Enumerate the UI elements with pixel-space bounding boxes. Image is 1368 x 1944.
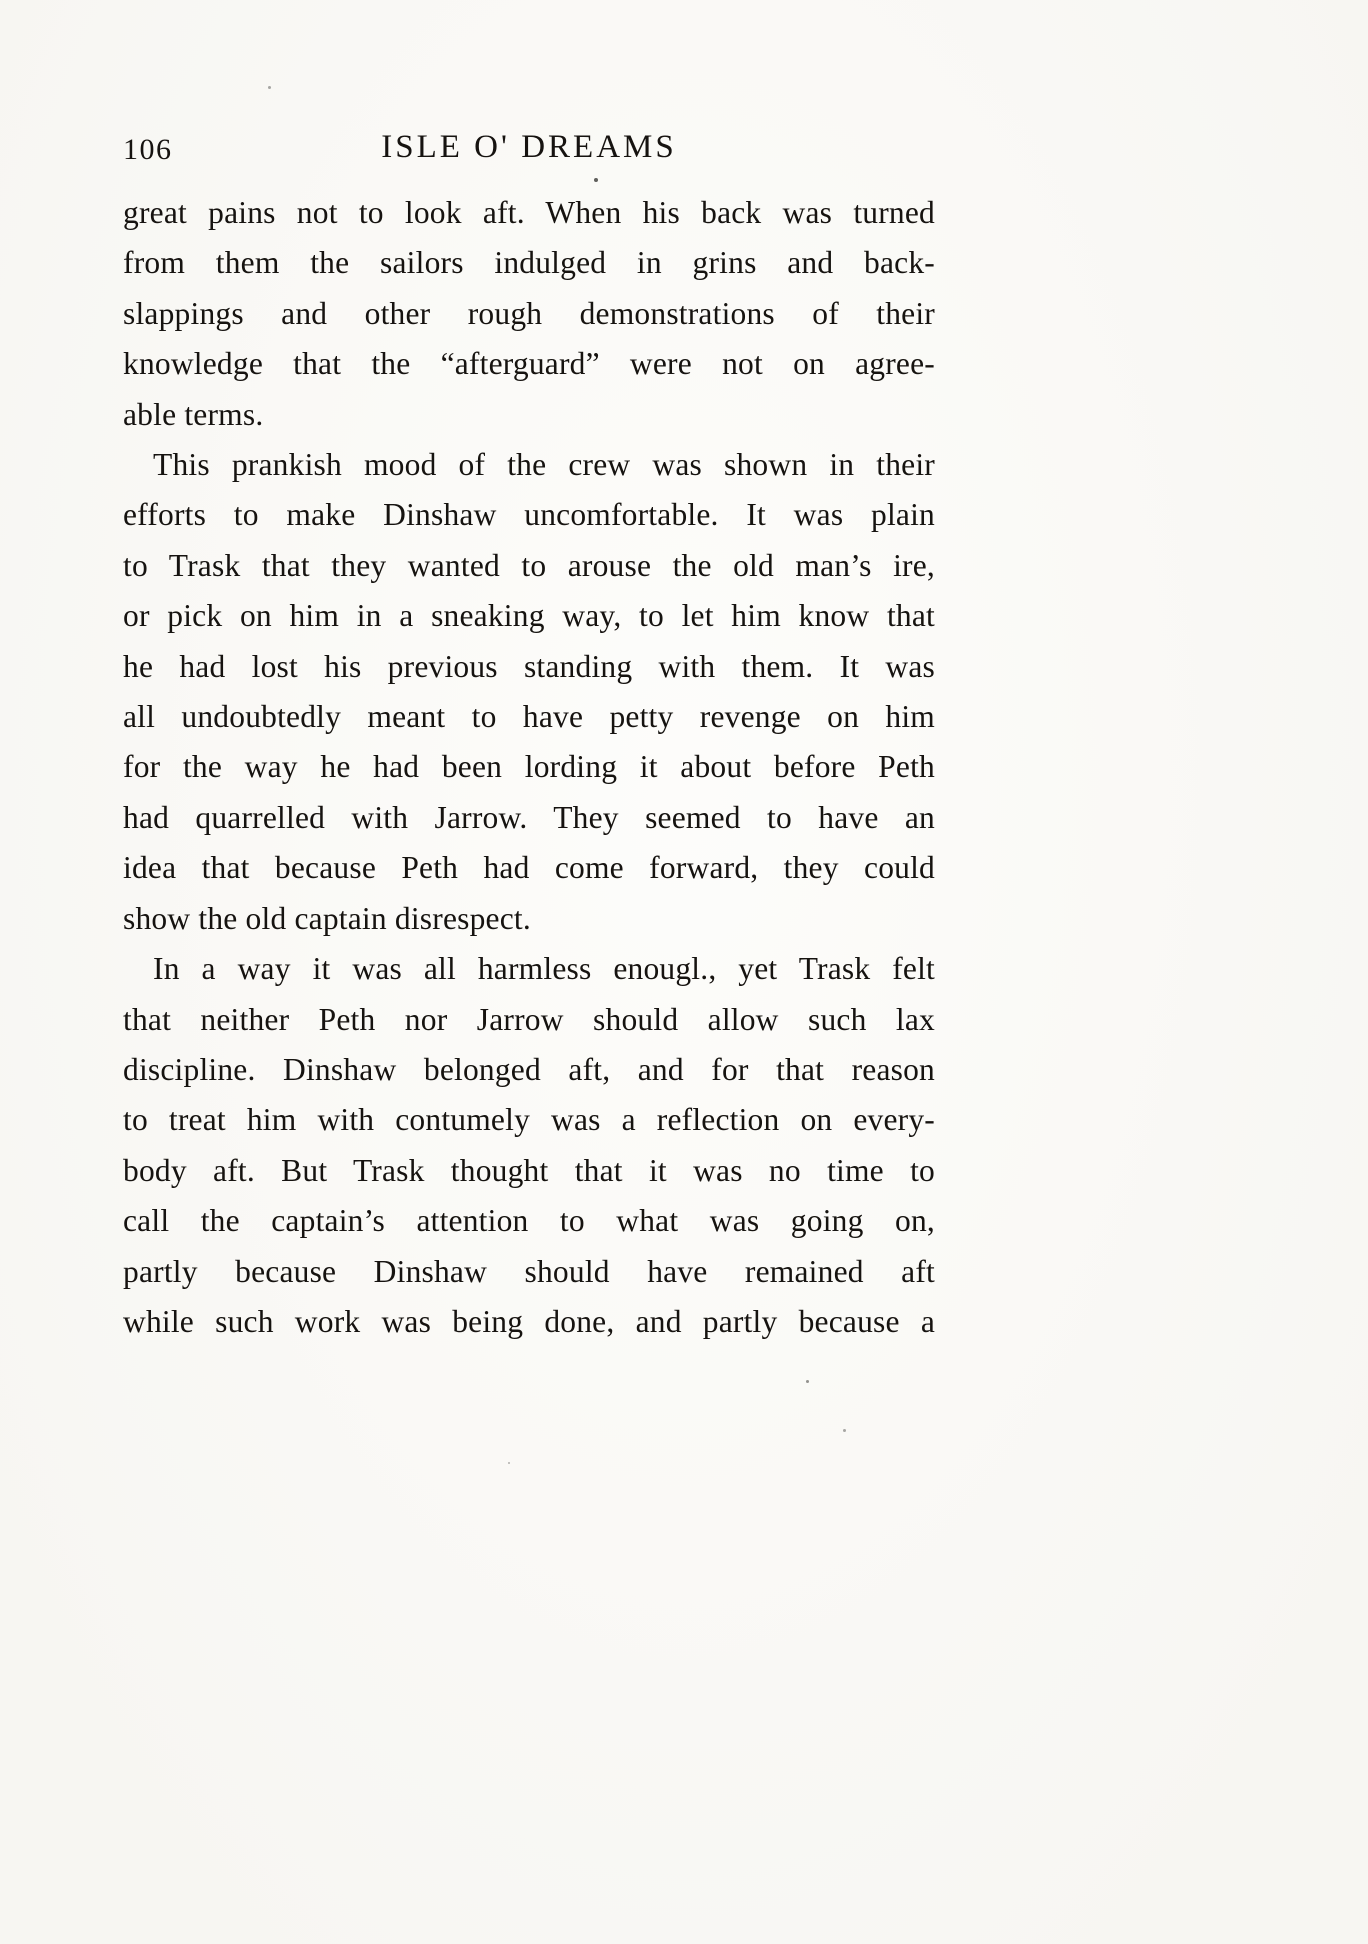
text-line: to Trask that they wanted to arouse the old man’s ire, [123,547,935,583]
body-text [123,188,935,1347]
text-line: or pick on him in a sneaking way, to let him know that [123,598,935,634]
text-line: show the old captain disrespect. [123,900,531,936]
paragraph [123,440,935,944]
text-line: discipline. Dinshaw belonged aft, and for that reason [123,1051,935,1087]
scan-speck [594,178,598,182]
page-header [123,129,935,175]
text-line: body aft. But Trask thought that it was no time to [123,1152,935,1188]
running-title: ISLE O' DREAMS [381,129,677,165]
page-number: 106 [123,133,173,166]
text-line: for the way he had been lording it about before Peth [123,749,935,785]
paragraph [123,188,935,440]
scan-speck [268,86,271,89]
text-line: In a way it was all harmless enougl., yet Trask felt [153,951,935,987]
text-line: call the captain’s attention to what was going on, [123,1203,935,1239]
text-line: efforts to make Dinshaw uncomfortable. It was plain [123,497,935,533]
text-line: he had lost his previous standing with them. It was [123,648,935,684]
text-line: partly because Dinshaw should have remained aft [123,1253,935,1289]
text-line: idea that because Peth had come forward, they could [123,850,935,886]
text-line: had quarrelled with Jarrow. They seemed to have an [123,799,935,835]
scan-speck [508,1462,510,1464]
text-line: slappings and other rough demonstrations of their [123,295,935,331]
paragraph [123,944,935,1347]
text-line: to treat him with contumely was a reflection on every- [123,1102,935,1138]
scan-speck [843,1429,846,1432]
text-line: all undoubtedly meant to have petty revenge on him [123,699,935,735]
text-line: knowledge that the “afterguard” were not on agree- [123,346,935,382]
text-line: while such work was being done, and partly because a [123,1303,935,1339]
text-line: from them the sailors indulged in grins and back- [123,245,935,281]
text-line: great pains not to look aft. When his back was turned [123,195,935,230]
text-line: This prankish mood of the crew was shown in their [153,447,935,483]
scan-speck [806,1380,809,1383]
text-line: that neither Peth nor Jarrow should allow such lax [123,1001,935,1037]
text-line: able terms. [123,396,264,432]
